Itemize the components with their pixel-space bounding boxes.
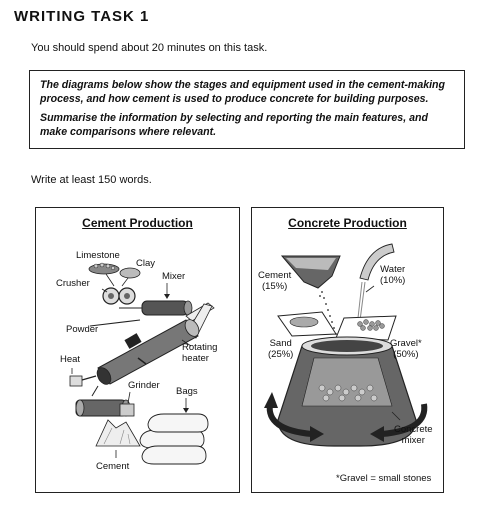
heat-burner	[70, 368, 96, 386]
label-water-percent: (10%)	[380, 275, 406, 286]
label-gravel-percent: (50%)	[393, 349, 419, 360]
label-heater: heater	[182, 353, 209, 364]
label-sand-percent: (25%)	[268, 349, 294, 360]
concrete-production-panel	[251, 207, 444, 493]
page-heading: WRITING TASK 1	[14, 8, 150, 25]
word-count-instruction: Write at least 150 words.	[31, 174, 152, 186]
label-cement-percent: (15%)	[261, 281, 288, 292]
label-mixer: Mixer	[162, 271, 186, 282]
label-water: Water	[380, 264, 406, 275]
label-water-amount	[380, 264, 405, 286]
label-cement-amount	[258, 270, 291, 292]
gravel-footnote: *Gravel = small stones	[336, 473, 432, 484]
label-gravel-amount	[390, 338, 422, 360]
cement-production-panel	[35, 207, 240, 493]
label-heat: Heat	[60, 354, 81, 365]
cement-pile	[96, 420, 140, 446]
cement-panel-title: Cement Production	[82, 216, 193, 230]
label-powder: Powder	[66, 324, 99, 335]
label-concrete-mixer	[394, 424, 433, 446]
label-clay: Clay	[136, 258, 156, 269]
label-rotating: Rotating	[182, 342, 218, 353]
limestone-pile	[89, 263, 119, 274]
concrete-panel-title: Concrete Production	[288, 216, 407, 230]
label-gravel: Gravel*	[390, 338, 422, 349]
label-cement: Cement	[96, 461, 130, 472]
task-instruction: Summarise the information by selecting and reporting the main features, and make comparisons where relevant.	[40, 112, 428, 138]
task-box	[29, 70, 465, 149]
clay-pile	[120, 268, 140, 278]
label-sand-amount	[268, 338, 293, 360]
label-crusher: Crusher	[56, 278, 90, 289]
sand-tray	[278, 312, 336, 336]
label-bags: Bags	[176, 386, 198, 397]
time-instruction: You should spend about 20 minutes on this task.	[31, 42, 268, 54]
label-grinder: Grinder	[128, 380, 160, 391]
label-mixer-word: mixer	[401, 435, 425, 446]
grinder	[76, 386, 134, 416]
label-rotating-heater	[182, 342, 217, 364]
crusher-rollers	[103, 288, 135, 304]
label-limestone: Limestone	[76, 250, 120, 261]
label-concrete: Concrete	[394, 424, 433, 435]
task-description: The diagrams below show the stages and equipment used in the cement-making process, and how cement is used to produce concrete for building purposes.	[40, 79, 445, 105]
label-concrete-cement: Cement	[258, 270, 292, 281]
gravel-tray	[336, 316, 396, 340]
label-sand: Sand	[269, 338, 292, 349]
cement-bags	[140, 414, 208, 464]
